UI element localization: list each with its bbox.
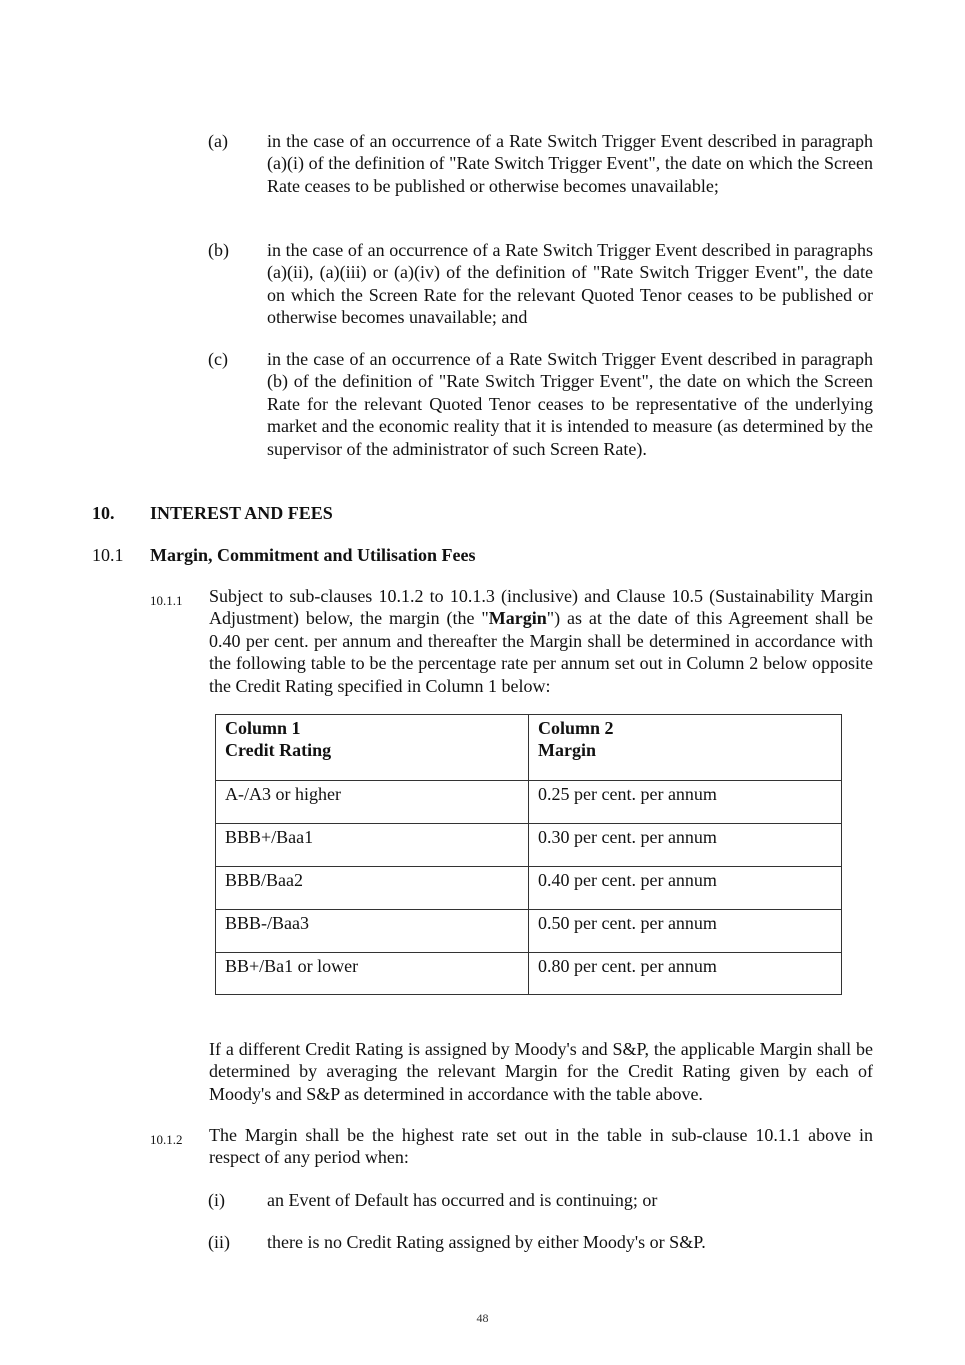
table-cell: BB+/Ba1 or lower bbox=[216, 953, 529, 995]
table-header-row bbox=[216, 715, 842, 781]
margin-defined-term: Margin bbox=[488, 608, 547, 629]
margin-table bbox=[215, 714, 842, 995]
item-ii-label: (ii) bbox=[208, 1232, 230, 1252]
section-10-1-number: 10.1 bbox=[92, 545, 124, 565]
table-cell: BBB-/Baa3 bbox=[216, 910, 529, 953]
table-row bbox=[216, 867, 842, 910]
table-cell: BBB+/Baa1 bbox=[216, 824, 529, 867]
table-row bbox=[216, 781, 842, 824]
para-a-text: in the case of an occurrence of a Rate Switch Trigger Event described in paragraph (a)(i) of the definition of "Rate Switch Trigger Event", the date on which the Screen Rate ceases to be published or otherwise becomes unavailable; bbox=[267, 131, 873, 196]
table-cell: 0.80 per cent. per annum bbox=[529, 953, 842, 995]
para-b-label: (b) bbox=[208, 240, 229, 260]
table-row bbox=[216, 953, 842, 995]
table-header-cell: Column 1 Credit Rating bbox=[216, 715, 529, 781]
table-row bbox=[216, 910, 842, 953]
after-table-paragraph: If a different Credit Rating is assigned by Moody's and S&P, the applicable Margin shall be determined by averaging the relevant Margin for the Credit Rating given by each of Moody's and S&P as determined in accordance with the table above. bbox=[209, 1039, 873, 1104]
item-i-text: an Event of Default has occurred and is continuing; or bbox=[267, 1190, 658, 1210]
para-c-label: (c) bbox=[208, 349, 228, 369]
para-b-text: in the case of an occurrence of a Rate Switch Trigger Event described in paragraphs (a)(ii), (a)(iii) or (a)(iv) of the definition of "Rate Switch Trigger Event", the date on which the Screen Rate for the relevant Quoted Tenor ceases to be published or otherwise becomes unavailable; and bbox=[267, 240, 873, 328]
section-10-number: 10. bbox=[92, 503, 115, 523]
table-row bbox=[216, 824, 842, 867]
clause-10-1-1-text: Subject to sub-clauses 10.1.2 to 10.1.3 (inclusive) and Clause 10.5 (Sustainability Margin Adjustment) below, the margin (the "Margin") as at the date of this Agreement shall be 0.40 per cent. per annum and thereafter the Margin shall be determined in accordance with the following table to be the percentage rate per annum set out in Column 2 below opposite the Credit Rating specified in Column 1 below: bbox=[209, 586, 873, 696]
para-a-label: (a) bbox=[208, 131, 228, 151]
section-10-title: INTEREST AND FEES bbox=[150, 503, 333, 523]
table-cell: 0.25 per cent. per annum bbox=[529, 781, 842, 824]
table-cell: A-/A3 or higher bbox=[216, 781, 529, 824]
item-i-label: (i) bbox=[208, 1190, 225, 1210]
page-number: 48 bbox=[476, 1311, 489, 1325]
clause-10-1-2-text: The Margin shall be the highest rate set out in the table in sub-clause 10.1.1 above in respect of any period when: bbox=[209, 1125, 873, 1168]
table-cell: 0.50 per cent. per annum bbox=[529, 910, 842, 953]
table-cell: 0.30 per cent. per annum bbox=[529, 824, 842, 867]
item-ii-text: there is no Credit Rating assigned by either Moody's or S&P. bbox=[267, 1232, 706, 1252]
table-cell: BBB/Baa2 bbox=[216, 867, 529, 910]
clause-10-1-1-number: 10.1.1 bbox=[150, 593, 183, 608]
section-10-1-title: Margin, Commitment and Utilisation Fees bbox=[150, 545, 476, 565]
para-c-text: in the case of an occurrence of a Rate Switch Trigger Event described in paragraph (b) of the definition of "Rate Switch Trigger Event", the date on which the Screen Rate for the relevant Quoted Tenor ceases to be representative of the underlying market and the economic reality that it is intended to measure (as determined by the supervisor of the administrator of such Screen Rate). bbox=[267, 349, 873, 459]
table-cell: 0.40 per cent. per annum bbox=[529, 867, 842, 910]
table-header-cell: Column 2 Margin bbox=[529, 715, 842, 781]
clause-10-1-2-number: 10.1.2 bbox=[150, 1132, 183, 1147]
